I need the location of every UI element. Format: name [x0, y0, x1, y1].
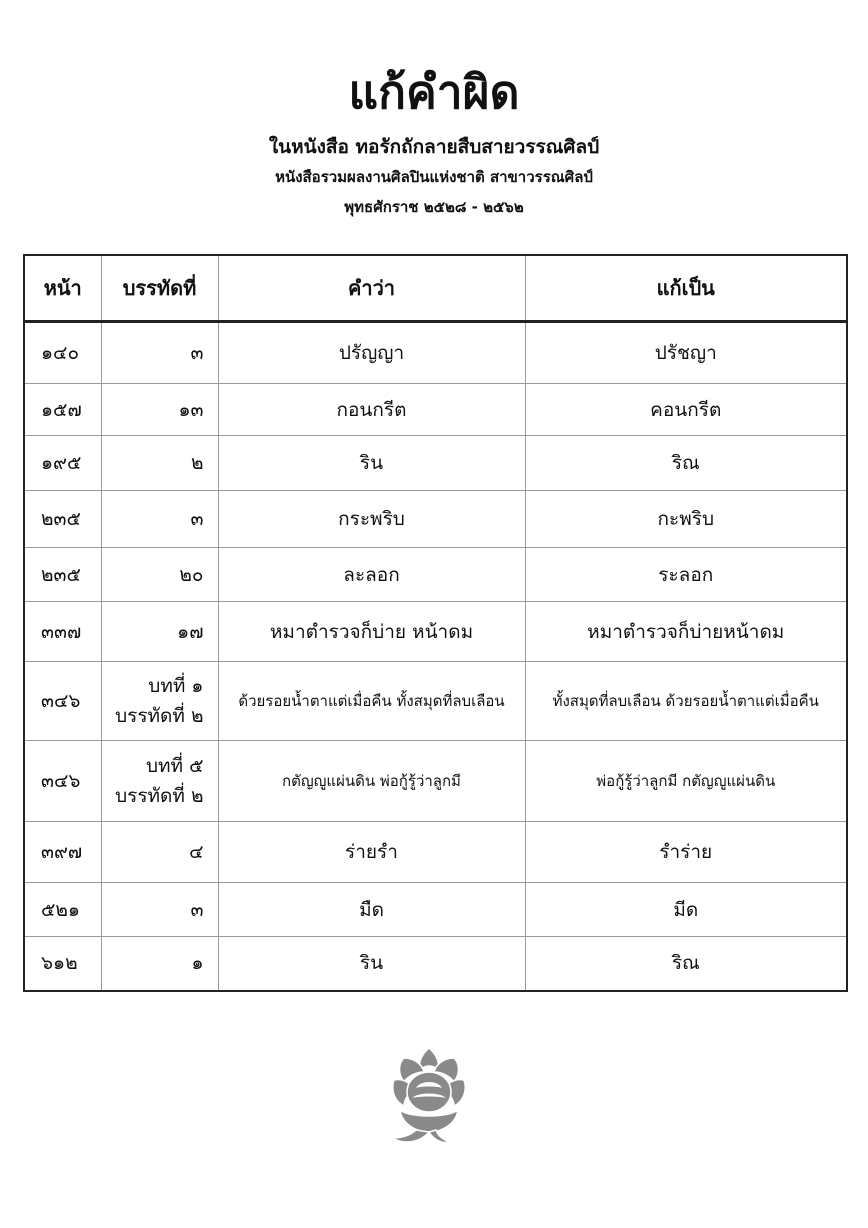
- cell-word: ริน: [218, 937, 525, 991]
- cell-word: กระพริบ: [218, 491, 525, 548]
- cell-word: กตัญญูแผ่นดิน พ่อกู้รู้ว่าลูกมี: [218, 741, 525, 822]
- cell-correction: พ่อกู้รู้ว่าลูกมี กตัญญูแผ่นดิน: [525, 741, 847, 822]
- cell-line-part: ๑: [191, 952, 204, 975]
- cell-line-part: บทที่ ๑: [148, 675, 204, 697]
- cell-word: ปรัญญา: [218, 322, 525, 384]
- cell-line-part: ๑๗: [177, 620, 204, 643]
- table-row: [24, 602, 847, 662]
- table-row: [24, 883, 847, 937]
- cell-correction: คอนกรีต: [525, 384, 847, 436]
- cell-page: ๓๙๗: [24, 822, 101, 883]
- cell-page: ๓๓๗: [24, 602, 101, 662]
- cell-page: ๖๑๒: [24, 937, 101, 991]
- cell-line-part: บรรทัดที่ ๒: [115, 785, 204, 807]
- column-header-page: หน้า: [24, 255, 101, 322]
- cell-word: ด้วยรอยน้ำตาแต่เมื่อคืน ทั้งสมุดที่ลบเลือน: [218, 662, 525, 741]
- table-row: [24, 491, 847, 548]
- cell-line-part: ๒๐: [179, 563, 204, 586]
- cell-page: ๑๔๐: [24, 322, 101, 384]
- cell-correction: ริณ: [525, 436, 847, 491]
- table-row: [24, 436, 847, 491]
- cell-line: [101, 883, 218, 937]
- cell-word: มืด: [218, 883, 525, 937]
- cell-word: ร่ายรำ: [218, 822, 525, 883]
- cell-line-part: บทที่ ๕: [145, 755, 204, 777]
- cell-correction: ระลอก: [525, 548, 847, 602]
- cell-correction: หมาตำรวจก็บ่ายหน้าดม: [525, 602, 847, 662]
- table-row: [24, 741, 847, 822]
- cell-correction: ริณ: [525, 937, 847, 991]
- table-row: [24, 822, 847, 883]
- cell-line: [101, 436, 218, 491]
- cell-line-part: บรรทัดที่ ๒: [115, 705, 204, 727]
- cell-word: ริน: [218, 436, 525, 491]
- cell-page: ๓๔๖: [24, 741, 101, 822]
- period-text: พุทธศักราช ๒๕๒๘ - ๒๕๖๒: [344, 198, 524, 216]
- cell-page: ๑๙๕: [24, 436, 101, 491]
- table-header-row: [24, 255, 847, 322]
- table-row: [24, 322, 847, 384]
- cell-page: ๕๒๑: [24, 883, 101, 937]
- cell-line-part: ๓: [190, 898, 204, 921]
- cell-line: [101, 822, 218, 883]
- column-header-correction: แก้เป็น: [525, 255, 847, 322]
- table-row: [24, 548, 847, 602]
- cell-correction: รำร่าย: [525, 822, 847, 883]
- cell-line-part: ๔: [189, 841, 204, 863]
- lotus-icon: [386, 1044, 472, 1148]
- cell-line: [101, 384, 218, 436]
- cell-correction: มีด: [525, 883, 847, 937]
- series-title: หนังสือรวมผลงานศิลปินแห่งชาติ สาขาวรรณศิลป์: [275, 168, 593, 186]
- cell-page: ๑๕๗: [24, 384, 101, 436]
- page-title: แก้คำผิด: [348, 65, 520, 119]
- table-row: [24, 384, 847, 436]
- cell-word: ละลอก: [218, 548, 525, 602]
- cell-page: ๒๓๕: [24, 491, 101, 548]
- cell-line-part: ๓: [190, 342, 204, 364]
- cell-correction: ทั้งสมุดที่ลบเลือน ด้วยรอยน้ำตาแต่เมื่อคืน: [525, 662, 847, 741]
- cell-line: [101, 937, 218, 991]
- column-header-word: คำว่า: [218, 255, 525, 322]
- cell-word: กอนกรีต: [218, 384, 525, 436]
- book-title: ในหนังสือ ทอรักถักลายสืบสายวรรณศิลป์: [268, 136, 600, 158]
- errata-table: [23, 254, 848, 992]
- cell-line: [101, 548, 218, 602]
- cell-line: [101, 741, 218, 822]
- cell-line: [101, 662, 218, 741]
- cell-line-part: ๑๓: [178, 398, 204, 421]
- cell-page: ๓๔๖: [24, 662, 101, 741]
- cell-page: ๒๓๕: [24, 548, 101, 602]
- cell-correction: กะพริบ: [525, 491, 847, 548]
- column-header-line: บรรทัดที่: [101, 255, 218, 322]
- cell-line-part: ๒: [190, 452, 204, 474]
- table-body: [24, 322, 847, 991]
- cell-line: [101, 602, 218, 662]
- cell-word: หมาตำรวจก็บ่าย หน้าดม: [218, 602, 525, 662]
- cell-line: [101, 322, 218, 384]
- table-row: [24, 662, 847, 741]
- table-row: [24, 937, 847, 991]
- cell-correction: ปรัชญา: [525, 322, 847, 384]
- cell-line-part: ๓: [190, 508, 204, 530]
- cell-line: [101, 491, 218, 548]
